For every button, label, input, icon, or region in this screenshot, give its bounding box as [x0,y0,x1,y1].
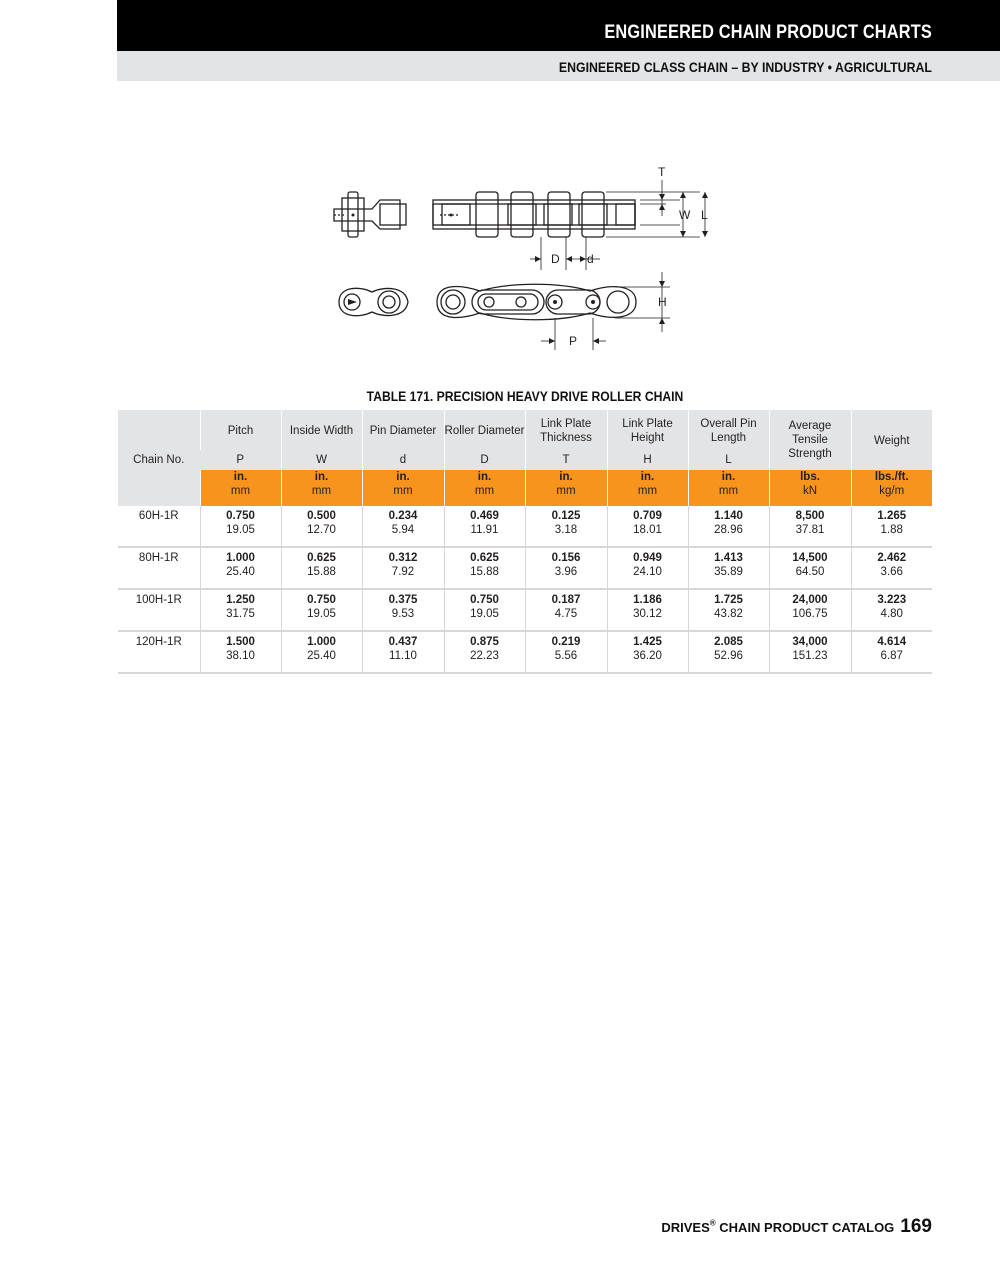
metric-value: 19.05 [470,608,499,620]
imperial-value: 0.750 [470,594,499,606]
value-cell [200,547,281,589]
page-number: 169 [900,1216,932,1237]
value-cell [851,506,932,547]
imperial-value: 0.187 [551,594,581,606]
imperial-value: 1.250 [226,594,255,606]
header-chain-no: Chain No. [118,410,200,470]
metric-value: 28.96 [714,524,743,536]
value-cell [444,547,525,589]
header-label: Roller Diameter [444,410,525,450]
imperial-value: 1.265 [877,510,907,522]
imperial-value: 0.375 [388,594,418,606]
metric-value: 106.75 [792,608,828,620]
unit-cell: lbs. kN [769,470,851,506]
header-symbol: d [362,450,444,470]
metric-value: 3.18 [554,524,578,536]
value-cell [200,631,281,673]
metric-value: 15.88 [470,566,499,578]
value-cell [525,506,607,547]
unit-cell: lbs./ft. kg/m [851,470,932,506]
metric-value: 19.05 [307,608,336,620]
metric-value: 4.80 [880,608,903,620]
dim-label-p: P [569,334,578,348]
value-cell [525,547,607,589]
imperial-value: 0.500 [307,510,336,522]
footer [661,1216,932,1238]
value-cell [851,589,932,631]
value-cell [281,589,362,631]
imperial-value: 1.000 [226,552,255,564]
imperial-value: 2.085 [714,636,743,648]
imperial-value: 0.156 [551,552,581,564]
metric-value: 30.12 [633,608,662,620]
imperial-value: 4.614 [877,636,907,648]
value-cell [444,589,525,631]
table-title: TABLE 171. PRECISION HEAVY DRIVE ROLLER CHAIN [366,389,684,404]
header-label: Overall Pin Length [688,410,769,450]
value-cell [769,547,851,589]
footer-brand: DRIVES [661,1220,710,1235]
imperial-value: 34,000 [792,636,828,648]
value-cell [688,631,769,673]
metric-value: 3.66 [880,566,903,578]
table-row [118,589,932,631]
header-label: Pin Diameter [362,410,444,450]
spec-table [118,410,932,674]
unit-cell: in. mm [200,470,281,506]
value-cell [769,506,851,547]
unit-cell: in. mm [362,470,444,506]
imperial-value: 14,500 [792,552,828,564]
metric-value: 11.91 [470,524,499,536]
imperial-value: 1.413 [714,552,743,564]
header-symbol: T [525,450,607,470]
metric-value: 5.56 [554,650,578,662]
imperial-value: 8,500 [795,510,825,522]
chain-dimension-diagram [320,160,708,360]
imperial-value: 0.750 [307,594,336,606]
metric-value: 18.01 [633,524,662,536]
chain-no-cell: 60H-1R [118,506,200,547]
header-label: Pitch [200,410,281,450]
subheader-bar [117,51,1000,81]
chain-no-cell: 120H-1R [118,631,200,673]
imperial-value: 0.437 [388,636,418,648]
unit-cell: in. mm [281,470,362,506]
registered-mark: ® [709,1218,716,1228]
page-title: ENGINEERED CHAIN PRODUCT CHARTS [604,22,932,43]
header-label: Link Plate Height [607,410,688,450]
table-row [118,547,932,589]
metric-value: 36.20 [633,650,662,662]
header-symbol: L [688,450,769,470]
value-cell [525,631,607,673]
metric-value: 1.88 [880,524,903,536]
value-cell [851,631,932,673]
value-cell [769,589,851,631]
dim-label-l: L [701,208,708,222]
unit-cell: in. mm [607,470,688,506]
dim-label-roller-d: D [551,252,560,266]
value-cell [607,589,688,631]
imperial-value: 1.500 [226,636,255,648]
metric-value: 11.10 [389,650,417,662]
value-cell [607,506,688,547]
dim-label-pin-d: d [587,252,594,266]
imperial-value: 1.140 [714,510,743,522]
metric-value: 19.05 [226,524,255,536]
value-cell [607,547,688,589]
imperial-value: 0.625 [470,552,499,564]
header-bar [117,0,1000,51]
value-cell [362,506,444,547]
imperial-value: 24,000 [792,594,828,606]
metric-value: 5.94 [391,524,415,536]
imperial-value: 0.312 [388,552,418,564]
metric-value: 12.70 [307,524,336,536]
value-cell [281,547,362,589]
value-cell [688,506,769,547]
metric-value: 6.87 [880,650,903,662]
table-body [118,506,932,673]
metric-value: 24.10 [633,566,662,578]
imperial-value: 0.469 [470,510,499,522]
metric-value: 22.23 [470,650,499,662]
imperial-value: 1.000 [307,636,336,648]
footer-catalog-name: CHAIN PRODUCT CATALOG [715,1220,895,1235]
metric-value: 3.96 [554,566,578,578]
chain-no-cell: 80H-1R [118,547,200,589]
table-row [118,506,932,547]
unit-cell: in. mm [688,470,769,506]
value-cell [362,547,444,589]
table-row [118,631,932,673]
header-label: Link Plate Thickness [525,410,607,450]
header-symbol: P [200,450,281,470]
value-cell [688,589,769,631]
imperial-value: 3.223 [877,594,907,606]
metric-value: 37.81 [795,524,825,536]
unit-blank-cell [118,470,200,506]
header-label: Weight [851,410,932,470]
metric-value: 35.89 [714,566,743,578]
value-cell [688,547,769,589]
header-symbol: W [281,450,362,470]
value-cell [362,631,444,673]
value-cell [769,631,851,673]
header-symbol: H [607,450,688,470]
metric-value: 25.40 [226,566,255,578]
metric-value: 52.96 [714,650,743,662]
imperial-value: 0.234 [388,510,418,522]
metric-value: 43.82 [714,608,743,620]
unit-cell: in. mm [444,470,525,506]
metric-value: 9.53 [391,608,415,620]
imperial-value: 0.219 [551,636,581,648]
unit-cell: in. mm [525,470,607,506]
metric-value: 25.40 [307,650,336,662]
imperial-value: 2.462 [877,552,907,564]
value-cell [200,589,281,631]
chain-no-cell: 100H-1R [118,589,200,631]
imperial-value: 0.875 [470,636,499,648]
metric-value: 31.75 [226,608,255,620]
imperial-value: 1.425 [633,636,662,648]
value-cell [281,506,362,547]
value-cell [525,589,607,631]
metric-value: 7.92 [391,566,415,578]
value-cell [444,631,525,673]
value-cell [851,547,932,589]
imperial-value: 0.949 [633,552,662,564]
value-cell [281,631,362,673]
page-subtitle: ENGINEERED CLASS CHAIN – BY INDUSTRY • AGRICULTURAL [558,59,932,75]
imperial-value: 0.625 [307,552,336,564]
header-label: Inside Width [281,410,362,450]
value-cell [362,589,444,631]
header-symbol: D [444,450,525,470]
dim-label-t: T [658,165,666,179]
metric-value: 151.23 [792,650,828,662]
metric-value: 15.88 [307,566,336,578]
metric-value: 4.75 [554,608,578,620]
metric-value: 64.50 [795,566,825,578]
metric-value: 38.10 [226,650,255,662]
imperial-value: 1.725 [714,594,743,606]
header-label: Average Tensile Strength [769,410,851,470]
imperial-value: 0.750 [226,510,255,522]
value-cell [444,506,525,547]
imperial-value: 0.125 [551,510,581,522]
imperial-value: 0.709 [633,510,662,522]
dim-label-w: W [679,208,691,222]
imperial-value: 1.186 [633,594,662,606]
dim-label-h: H [658,295,667,309]
value-cell [200,506,281,547]
value-cell [607,631,688,673]
